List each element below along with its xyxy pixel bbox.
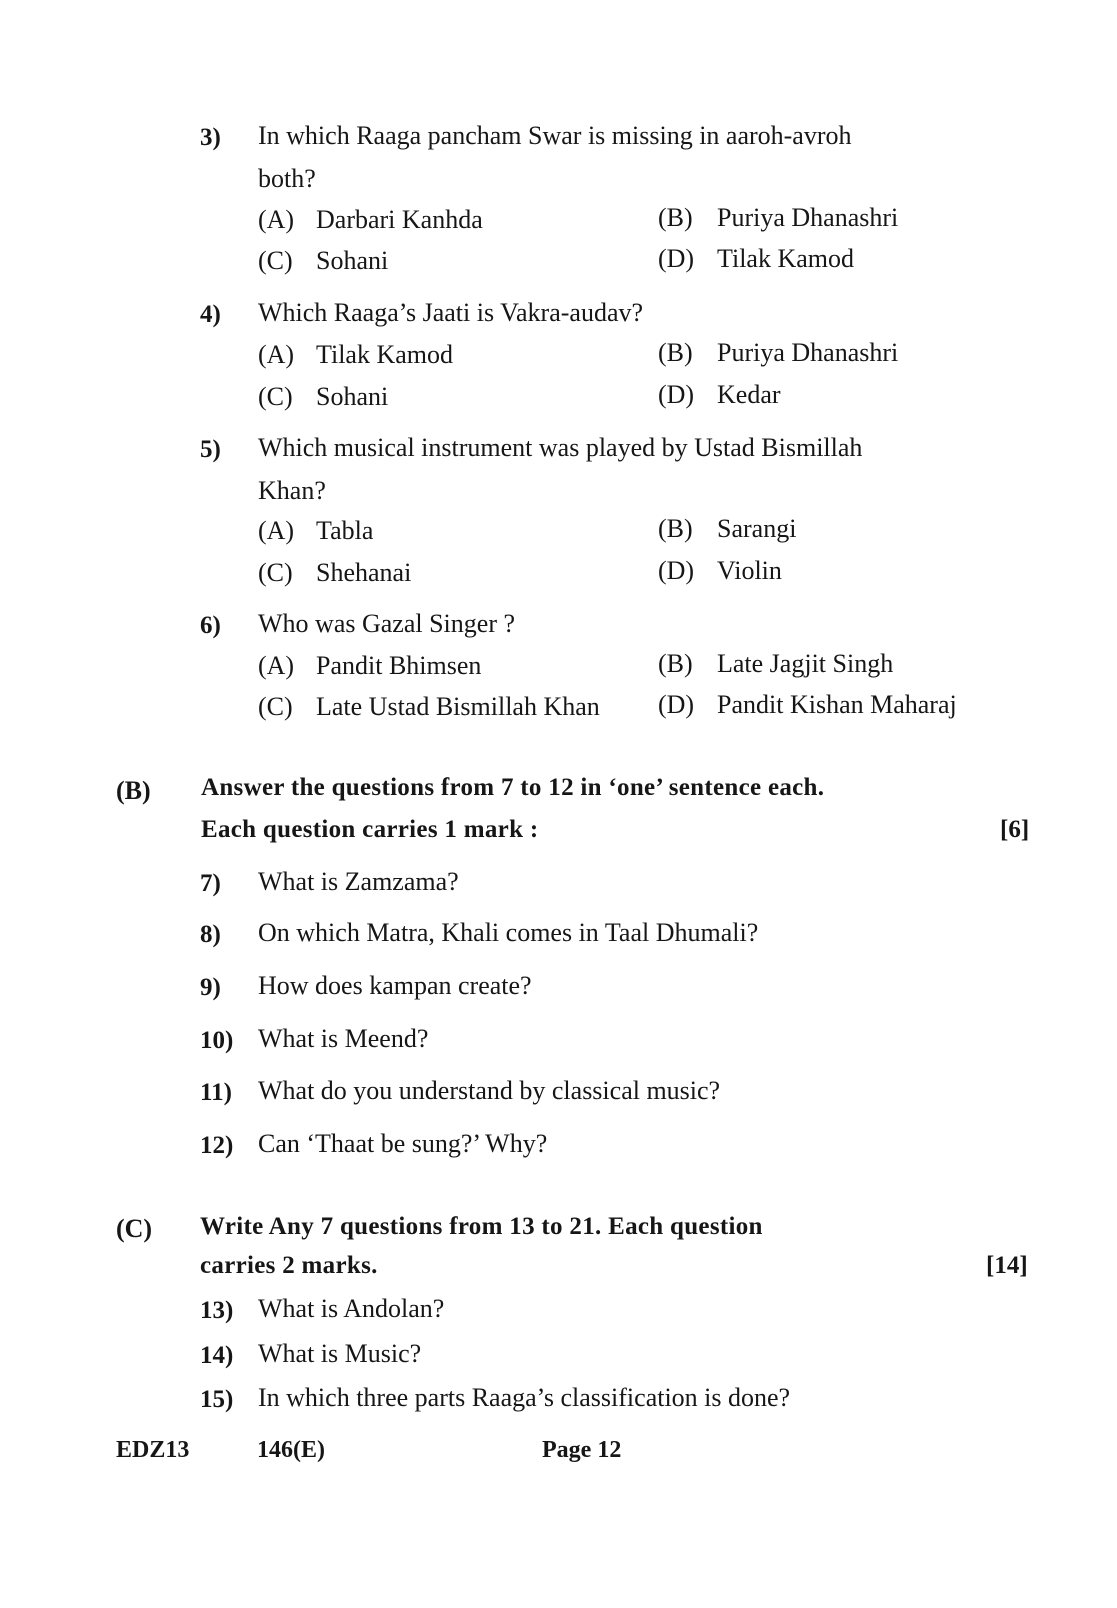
option-text: Tilak Kamod <box>316 340 453 369</box>
question-number: 12) <box>200 1132 234 1159</box>
option-label: (A) <box>258 516 295 545</box>
question-number: 5) <box>200 436 221 463</box>
option-label: (D) <box>658 244 695 273</box>
question-text: In which three parts Raaga’s classification is done? <box>258 1383 791 1412</box>
option-label: (A) <box>258 651 295 680</box>
question-number: 9) <box>200 974 221 1001</box>
option-text: Kedar <box>717 380 781 409</box>
question-number: 10) <box>200 1027 234 1054</box>
option-text: Pandit Kishan Maharaj <box>717 690 957 719</box>
option-label: (B) <box>658 649 693 678</box>
question-number: 4) <box>200 301 221 328</box>
question-text: In which Raaga pancham Swar is missing in aaroh-avroh <box>258 121 852 150</box>
section-label: (B) <box>116 776 151 805</box>
option-label: (C) <box>258 558 293 587</box>
question-text: What do you understand by classical music? <box>258 1076 721 1105</box>
option-text: Pandit Bhimsen <box>316 651 482 680</box>
question-text: What is Andolan? <box>258 1294 445 1323</box>
question-text: Who was Gazal Singer ? <box>258 609 516 638</box>
option-label: (A) <box>258 340 295 369</box>
section-instruction: Answer the questions from 7 to 12 in ‘one’ sentence each. <box>201 774 825 801</box>
question-text: How does kampan create? <box>258 971 532 1000</box>
option-label: (B) <box>658 514 693 543</box>
option-text: Sohani <box>316 382 389 411</box>
option-label: (C) <box>258 246 293 275</box>
option-label: (C) <box>258 692 293 721</box>
question-text: Can ‘Thaat be sung?’ Why? <box>258 1129 548 1158</box>
question-number: 3) <box>200 124 221 151</box>
option-text: Puriya Dhanashri <box>717 338 899 367</box>
question-number: 8) <box>200 921 221 948</box>
option-text: Sohani <box>316 246 389 275</box>
option-label: (D) <box>658 380 695 409</box>
section-marks: [14] <box>986 1252 1028 1279</box>
section-marks: [6] <box>1000 816 1030 843</box>
option-label: (D) <box>658 556 695 585</box>
section-instruction: Each question carries 1 mark : <box>201 816 539 843</box>
option-label: (B) <box>658 203 693 232</box>
question-text: What is Music? <box>258 1339 422 1368</box>
question-number: 6) <box>200 612 221 639</box>
question-text: Khan? <box>258 476 326 505</box>
question-text: Which musical instrument was played by Ustad Bismillah <box>258 433 863 462</box>
option-label: (C) <box>258 382 293 411</box>
section-instruction: Write Any 7 questions from 13 to 21. Each question <box>200 1213 763 1240</box>
question-text: What is Zamzama? <box>258 867 459 896</box>
option-text: Late Jagjit Singh <box>717 649 894 678</box>
option-text: Shehanai <box>316 558 412 587</box>
paper-code: 146(E) <box>257 1437 325 1463</box>
option-label: (D) <box>658 690 695 719</box>
question-number: 7) <box>200 870 221 897</box>
option-label: (B) <box>658 338 693 367</box>
option-text: Puriya Dhanashri <box>717 203 899 232</box>
question-text: both? <box>258 164 316 193</box>
question-text: On which Matra, Khali comes in Taal Dhumali? <box>258 918 759 947</box>
option-text: Violin <box>717 556 782 585</box>
question-number: 14) <box>200 1342 234 1369</box>
option-text: Tilak Kamod <box>717 244 854 273</box>
question-number: 13) <box>200 1297 234 1324</box>
exam-code: EDZ13 <box>116 1437 190 1463</box>
page-number: Page 12 <box>542 1437 622 1463</box>
option-text: Darbari Kanhda <box>316 205 483 234</box>
option-label: (A) <box>258 205 295 234</box>
option-text: Sarangi <box>717 514 797 543</box>
option-text: Late Ustad Bismillah Khan <box>316 692 600 721</box>
section-label: (C) <box>116 1214 153 1243</box>
question-number: 11) <box>200 1079 232 1106</box>
section-instruction: carries 2 marks. <box>200 1252 378 1279</box>
option-text: Tabla <box>316 516 374 545</box>
question-number: 15) <box>200 1386 234 1413</box>
question-text: Which Raaga’s Jaati is Vakra-audav? <box>258 298 644 327</box>
question-text: What is Meend? <box>258 1024 429 1053</box>
